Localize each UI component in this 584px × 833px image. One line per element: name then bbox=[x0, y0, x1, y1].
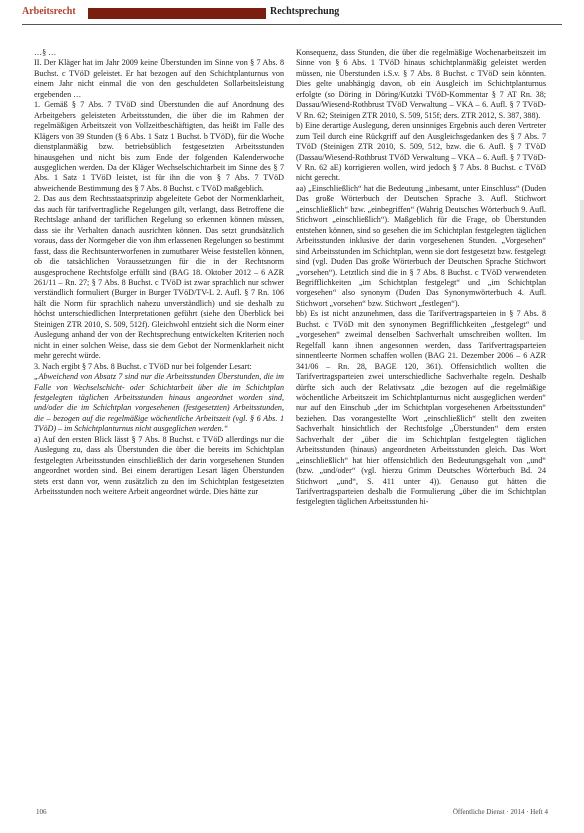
paragraph: 3. Nach ergibt § 7 Abs. 8 Buchst. c TVöD nur bei folgender Lesart: bbox=[34, 361, 252, 371]
paragraph: 2. Das aus dem Rechtsstaatsprinzip abgeleitete Gebot der Normenklarheit, das auch für tarifvertragliche Regelungen gilt, verlangt, dass Betroffene die Rechtslage anhand der tariflichen Regelung so erkennen können müssen, dass sie ihr Verhalten danach ausrichten können. Das setzt grundsätzlich voraus, dass der Normgeber die von ihm erlassenen Regelungen so bestimmt fasst, dass die Rechtsunterworfenen in zumutbarer Weise feststellen können, ob die tatsächlichen Voraussetzungen für die in der Rechtsnorm ausgesprochene Rechtsfolge erfüllt sind (BAG 18. Oktober 2012 – 6 AZR 261/11 – Rn. 27; § 7 Abs. 8 Buchst. c TVöD ist zwar sprachlich nur schwer verständlich formuliert (Burger in Burger TVöD/TV-L 2. Aufl. § 7 Rn. 106 hält die Norm für sprachlich nahezu unverständlich) und sie deshalb zu höchst unterschiedlichen Interpretationen geführt (siehe den Überblick bei Steinigen ZTR 2010, S. 509, 512f). Gleichwohl entzieht sich die Norm einer Auslegung anhand der von der Rechtsprechung entwickelten Kriterien noch nicht in einer solchen Weise, dass sie dem Gebot der Normenklarheit nicht mehr gerecht würde. bbox=[34, 194, 284, 361]
paragraph: aa) „Einschließlich“ hat die Bedeutung „inbesamt, unter Einschluss“ (Duden Das große Wörterbuch der Deutschen Sprache 3. Aufl. Stichwort „einschließlich“ bzw. „einbegriffen“ (Wahrig Deutsches Wörterbuch 9. Aufl. Stichwort „einschließlich“). Maßgeblich für die Frage, ob Überstunden entstehen können, sind so gesehen die im Schichtplan festgelegten täglichen Arbeitsstunden inklusive der darin vorgesehenen Stunden. „Vorgesehen“ sind Arbeitsstunden im Schichtplan, wenn sie dort festgesetzt bzw. festgelegt sind (vgl. Duden Das große Wörterbuch der Deutschen Sprache Stichwort „vorsehen“). Letztlich sind die in § 7 Abs. 8 Buchst. c TVöD verwendeten Begrifflichkeiten „im Schichtplan festgelegt“ und „im Schichtplan vorgesehen“ also synonym (Duden Das Synonymwörterbuch 4. Aufl. Stichwort „vorsehen“ bzw. Stichwort „festlegen“). bbox=[296, 183, 546, 308]
paragraph: bb) Es ist nicht anzunehmen, dass die Tarifvertragsparteien in § 7 Abs. 8 Buchst. c TVöD mit den synonymen Begrifflichkeiten „festgelegt“ und „vorgesehen“ zweimal denselben Sachverhalt umschreiben wollten. Im Regelfall kann ihnen angesonnen werden, dass Tarifvertragsparteien sinnentleerte Normen schaffen wollen (BAG 21. Dezember 2006 – 6 AZR 341/06 – Rn. 28, BAGE 120, 361). Offensichtlich wollten die Tarifvertragsparteien zwei unterschiedliche Sachverhalte regeln. Deshalb dürfte sich auch der Relativsatz „die bezogen auf die regelmäßige wöchentliche Arbeitszeit im Schichtplanturnus nicht ausgeglichen werden“ nur auf den Einschub „der im Schichtplan vorgesehenen Arbeitsstunden“ beziehen. Das vorangestellte Wort „einschließlich“ stellt den zweiten Sachverhalt hinsichtlich der Rechtsfolge „Überstunden“ dem ersten Sachverhalt der „über die im Schichtplan festgelegten täglichen Arbeitsstunden (hinaus) angeordneten Arbeitsstunden gleich. Das Wort „einschließlich“ hat hier offensichtlich den Bedeutungsgehalt von „und“ (bzw. „und/oder“ (vgl. hierzu Grimm Deutsches Wörterbuch Bd. 24 Stichwort „und“, S. 411 unter 4)). Genauso gut hätten die Tarifvertragsparteien deshalb die Formulierung „über die im Schichtplan festgelegten täglichen Arbeitsstunden hi- bbox=[296, 309, 546, 507]
page-number: 106 bbox=[36, 808, 47, 816]
paragraph: b) Eine derartige Auslegung, deren unsinniges Ergebnis auch deren Vertreter zum Teil durch eine Rückgriff auf den Ausgleichsgedanken des § 7 Abs. 7 TVöD (Steinigen ZTR 2010, S. 509, 512, bzw. die 6. Aufl. § 7 TVöD (Dassau/Wiesend-Rothbrust TVöD Verwaltung – VKA – 6. Aufl. § 7 TVöD-V Rn. 62 aE) korrigieren wollen, wird jedoch § 7 Abs. 8 Buchst. c TVöD nicht gerecht. bbox=[296, 121, 546, 183]
subsection-label: Rechtsprechung bbox=[270, 6, 340, 17]
page-header bbox=[22, 4, 562, 28]
paragraph: …§ … bbox=[34, 48, 57, 57]
side-tab bbox=[580, 200, 584, 340]
paragraph: 1. Gemäß § 7 Abs. 7 TVöD sind Überstunden die auf Anordnung des Arbeitgebers geleisteten Arbeitsstunden, die über die im Rahmen der regelmäßigen Arbeitszeit von Vollzeitbeschäftigten, das heißt im Falle des Klägers von 39 Stunden (§ 6 Abs. 1 Satz 1 Buchst. b TVöD), für die Woche dienstplanmäßig bzw. betriebsüblich festgesetzten Arbeitsstunden hinausgehen und nicht bis zum Ende der folgenden Kalenderwoche ausgeglichen werden. Da der Kläger Wechselschichtarbeit im Sinne des § 7 Abs. 1 Satz 1 TVöD leistet, ist für ihn die von § 7 Abs. 7 TVöD abweichende Bestimmung des § 7 Abs. 8 Buchst. c TVöD maßgeblich. bbox=[34, 100, 284, 193]
paragraph: II. Der Kläger hat im Jahr 2009 keine Überstunden im Sinne von § 7 Abs. 8 Buchst. c TVöD geleistet. Er hat bezogen auf den Schichtplanturnus von einem Jahr nicht einmal die von den geschuldeten Sollarbeitsleistung ergebenden … bbox=[34, 58, 284, 99]
section-label: Arbeitsrecht bbox=[22, 6, 76, 17]
section-bar bbox=[88, 8, 266, 19]
right-column bbox=[296, 48, 546, 798]
left-column bbox=[34, 48, 284, 798]
header-rule bbox=[22, 24, 562, 25]
paragraph: a) Auf den ersten Blick lässt § 7 Abs. 8 Buchst. c TVöD allerdings nur die Auslegung zu, dass als Überstunden die über die bereits im Schichtplan festgelegten Arbeitsstunden einschließlich der darin vorgesehenen Stunden angeordnet worden sind. Bei einem derartigen Lesart lägen Überstunden stets erst dann vor, wenn zusätzlich zu den im Schichtplan festgesetzten Arbeitsstunden noch weitere Arbeit angeordnet würde. Dies hätte zur bbox=[34, 434, 284, 497]
paragraph: „Abweichend von Absatz 7 sind nur die Arbeitsstunden Überstunden, die im Falle von Wechselschicht- oder Schichtarbeit über die im Schichtplan festgelegten täglichen Arbeitsstunden hinaus angeordnet worden sind, und/oder die im Schichtplan vorgesehenen (festgesetzten) Arbeitsstunden, die – bezogen auf die regelmäßige wöchentliche Arbeitszeit (vgl. § 6 Abs. 1 TVöD) – im Schichtplanturnus nicht ausgeglichen werden.“ bbox=[34, 372, 284, 434]
journal-footer: Öffentliche Dienst · 2014 · Heft 4 bbox=[452, 808, 548, 816]
paragraph: Konsequenz, dass Stunden, die über die regelmäßige Wochenarbeitszeit im Sinne von § 6 Abs. 1 TVöD hinaus schichtplanmäßig geleistet werden müssen, nie Überstunden i.S.v. § 7 Abs. 8 Buchst. c TVöD sein könnten. Dies gelte unabhängig davon, ob ein Ausgleich im Schichtplanturnus erfolgte (so Döring in Döring/Kutzki TVöD-Kommentar § 7 AT Rn. 38; Dassau/Wiesend-Rothbrust TVöD Verwaltung – VKA – 6. Aufl. § 7 TVöD-V Rn. 62; Steinigen ZTR 2010, S. 509, 515f; ders. ZTR 2012, S. 387, 388). bbox=[296, 48, 546, 120]
